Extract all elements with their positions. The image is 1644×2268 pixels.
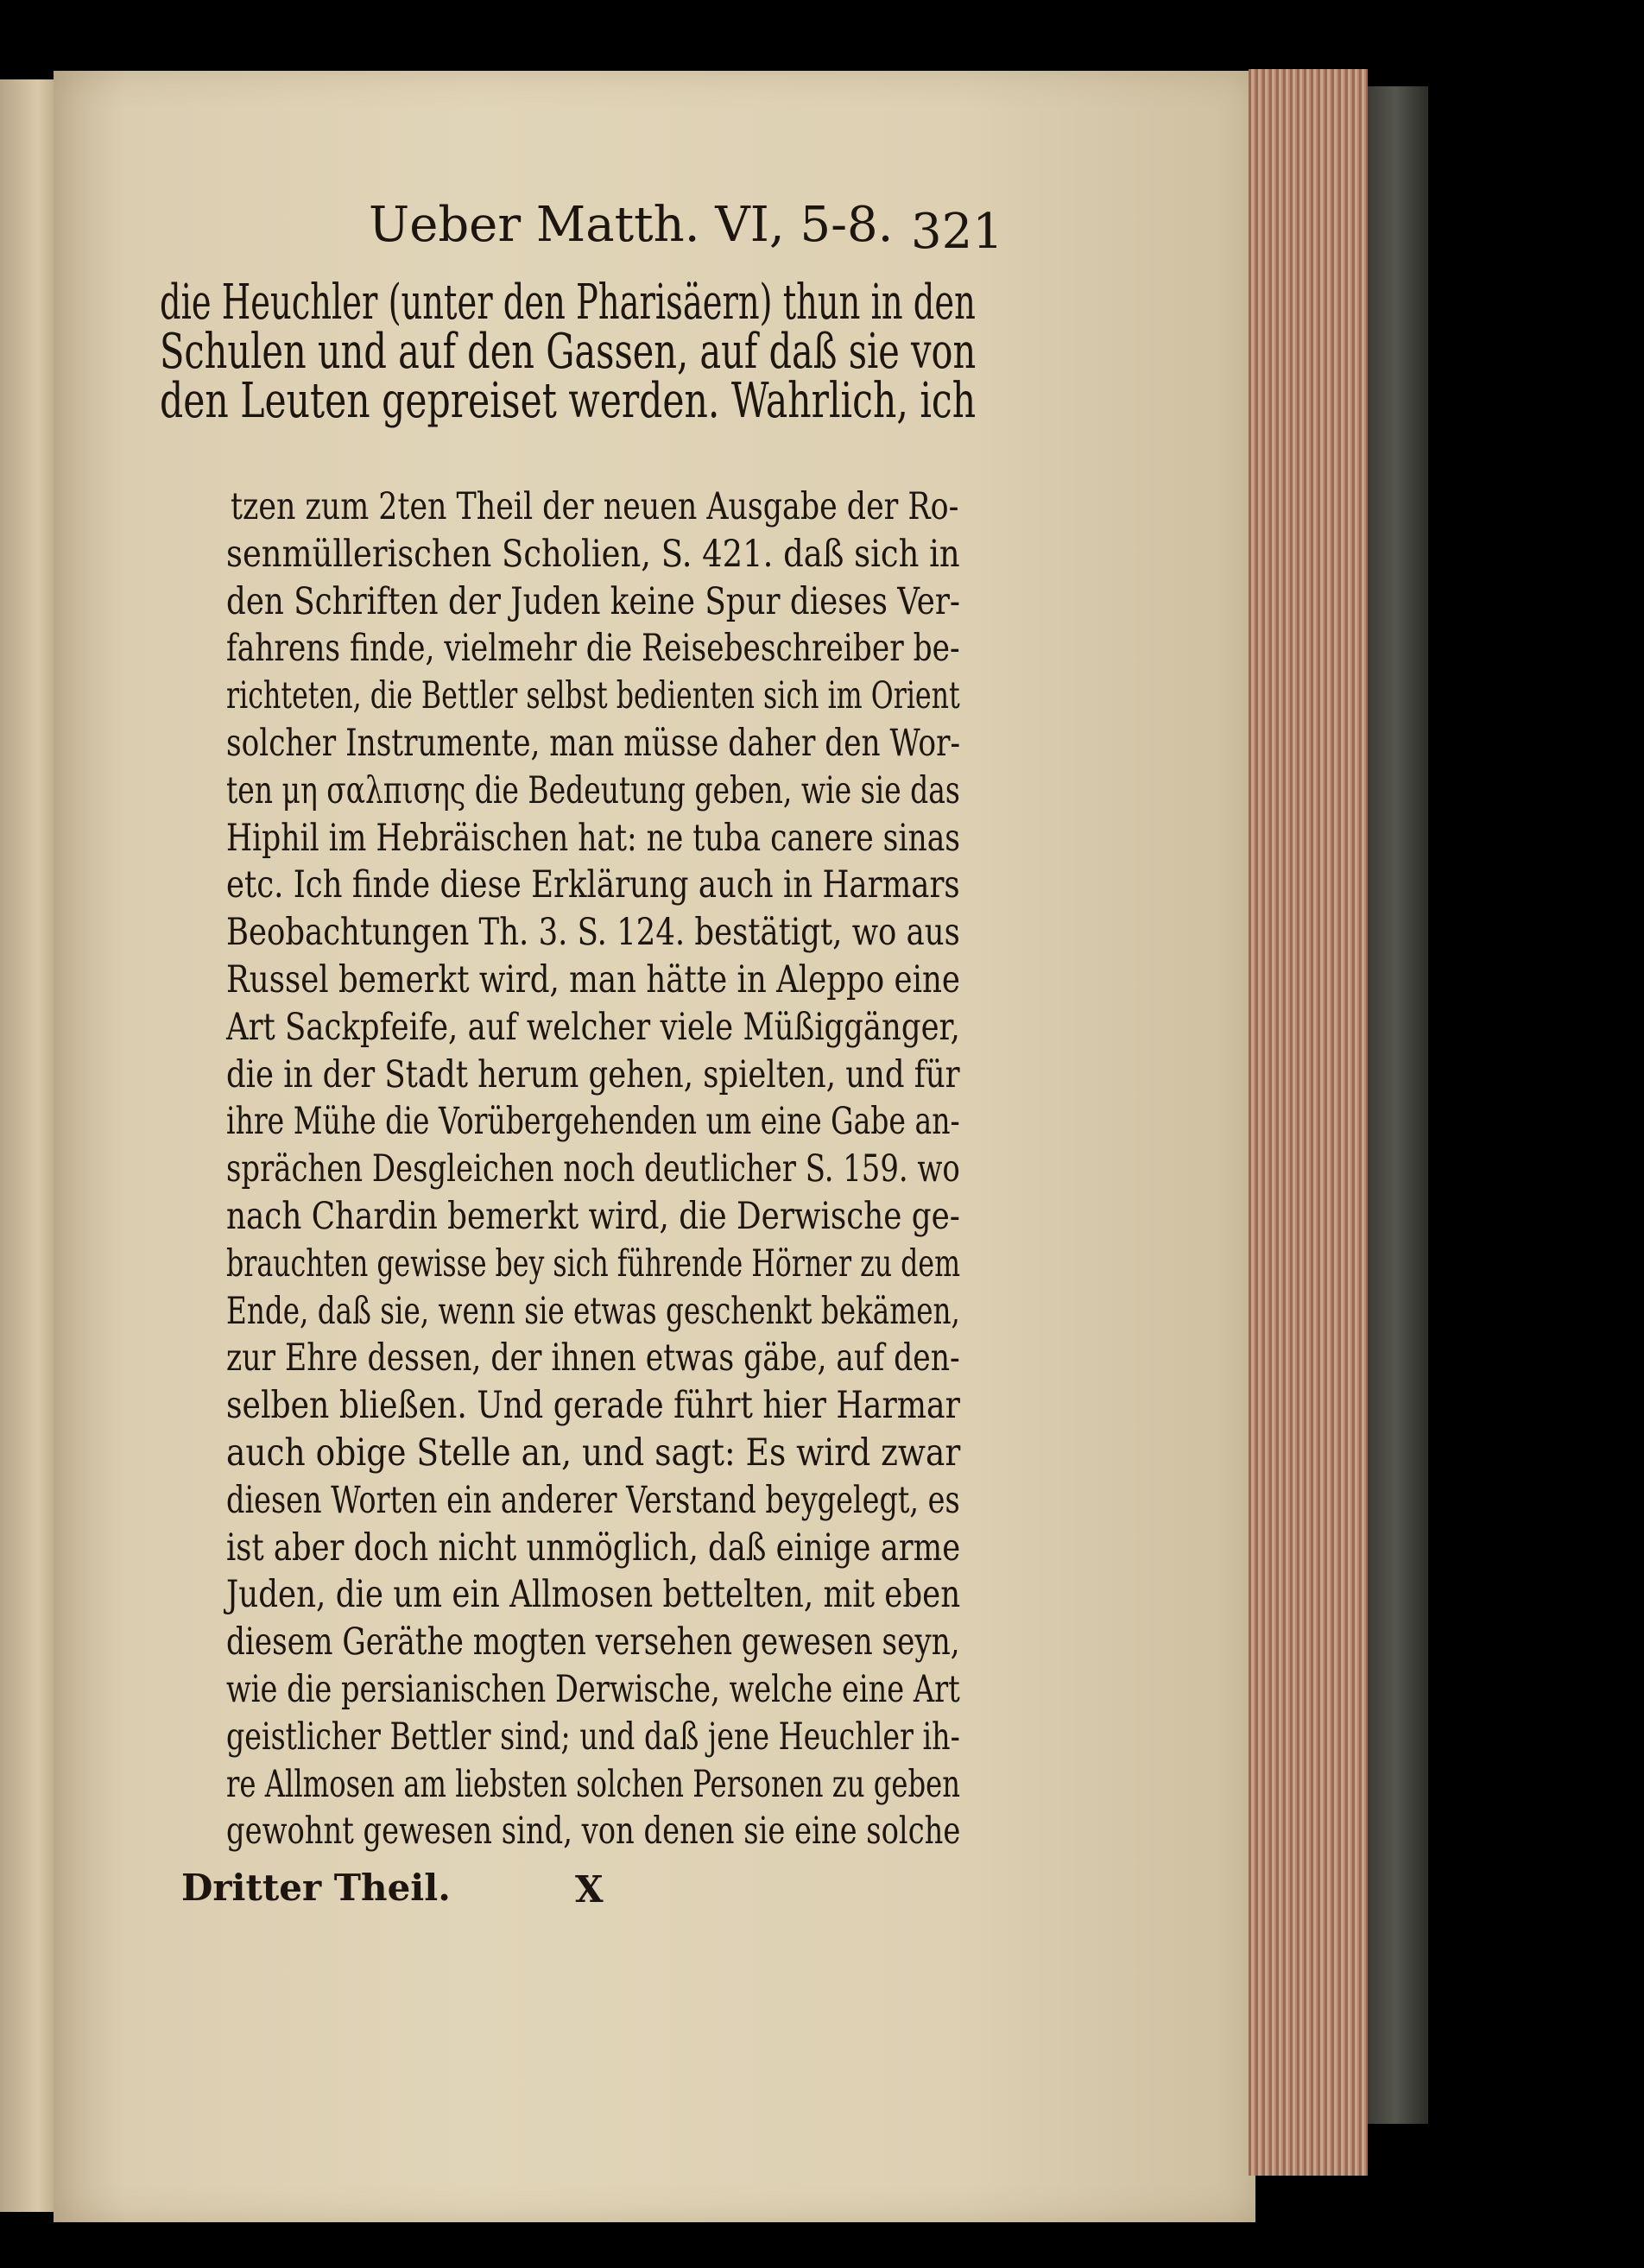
footnote-line: geistlicher Bettler sind; und daß jene Heuchler ih-: [226, 1715, 960, 1759]
footnote-line: Hiphil im Hebräischen hat: ne tuba canere sinas: [226, 816, 961, 860]
footnote-line: solcher Instrumente, man müsse daher den Wor-: [226, 722, 961, 765]
book-cover: [1368, 86, 1428, 2124]
footnote-line: sprächen Desgleichen noch deutlicher S. 159. wo: [226, 1147, 960, 1191]
footnote-line: Juden, die um ein Allmosen bettelten, mit eben: [226, 1573, 961, 1617]
footnote-line: wie die persianischen Derwische, welche eine Art: [226, 1668, 960, 1711]
footnote-line: zur Ehre dessen, der ihnen etwas gäbe, auf den-: [226, 1336, 960, 1380]
page-fore-edge: [1249, 69, 1368, 2176]
main-text-line: die Heuchler (unter den Pharisäern) thun in den: [160, 275, 976, 331]
footnote-line: auch obige Stelle an, und sagt: Es wird zwar: [226, 1431, 961, 1475]
footnote-line: richteten, die Bettler selbst bedienten sich im Orient: [226, 674, 960, 718]
footnote-line: den Schriften der Juden keine Spur dieses Ver-: [226, 579, 960, 623]
main-text-line: den Leuten gepreiset werden. Wahrlich, ich: [160, 373, 977, 429]
footnote-line: die in der Stadt herum gehen, spielten, und für: [226, 1052, 960, 1096]
footnote-line: diesem Geräthe mogten versehen gewesen seyn,: [226, 1620, 960, 1665]
footnote-line: fahrens finde, vielmehr die Reisebeschreiber be-: [226, 627, 960, 671]
main-text-line: Schulen und auf den Gassen, auf daß sie von: [160, 324, 977, 380]
footnote-line: re Allmosen am liebsten solchen Personen zu geben: [226, 1762, 960, 1806]
footnote-line: Beobachtungen Th. 3. S. 124. bestätigt, wo aus: [226, 911, 960, 955]
footnote-line: Russel bemerkt wird, man hätte in Aleppo eine: [226, 958, 960, 1001]
volume-label: Dritter Theil.: [181, 1867, 451, 1909]
footnote-line: brauchten gewisse bey sich führende Hörner zu dem: [226, 1241, 961, 1286]
footnote-line: ten μη σαλπισης die Bedeutung geben, wie sie das: [226, 768, 960, 812]
footnote-line: tzen zum 2ten Theil der neuen Ausgabe der Ro-: [231, 485, 959, 528]
footnote-line: Art Sackpfeife, auf welcher viele Müßiggänger,: [226, 1005, 960, 1049]
running-title: Ueber Matth. VI, 5-8.: [369, 197, 894, 253]
footnote-line: ihre Mühe die Vorübergehenden um eine Gabe an-: [226, 1100, 960, 1144]
footnote-line: gewohnt gewesen sind, von denen sie eine solche: [226, 1810, 961, 1854]
footnote-line: Ende, daß sie, wenn sie etwas geschenkt bekämen,: [226, 1289, 960, 1333]
footnote-line: diesen Worten ein anderer Verstand beygelegt, es: [226, 1478, 960, 1522]
footnote-line: senmüllerischen Scholien, S. 421. daß sich in: [226, 532, 960, 576]
signature-mark: X: [575, 1868, 604, 1911]
footnote-line: ist aber doch nicht unmöglich, daß einige arme: [226, 1526, 961, 1570]
footnote-line: selben bließen. Und gerade führt hier Harmar: [226, 1384, 960, 1428]
footnote-line: etc. Ich finde diese Erklärung auch in Harmars: [226, 863, 960, 907]
footnote-line: nach Chardin bemerkt wird, die Derwische ge-: [226, 1195, 960, 1238]
page-number: 321: [911, 204, 1003, 260]
